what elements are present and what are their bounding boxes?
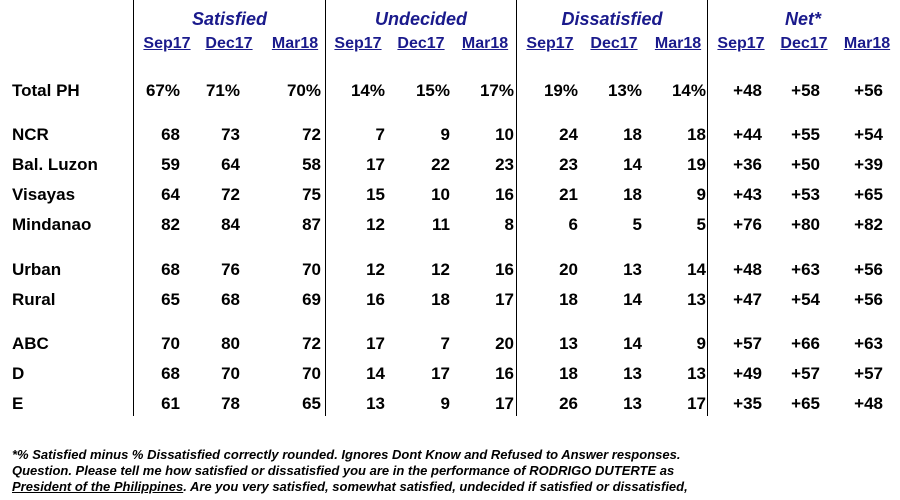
table-cell: +66: [791, 334, 820, 353]
table-cell: 23: [495, 155, 514, 174]
table-cell: 17: [366, 155, 385, 174]
footnote-line-1: *% Satisfied minus % Dissatisfied correctly rounded. Ignores Dont Know and Refused to Answer responses.: [12, 447, 681, 462]
table-cell: +49: [733, 364, 762, 383]
table-cell: 87: [302, 215, 321, 234]
table-cell: 14: [687, 260, 706, 279]
table-cell: 68: [161, 364, 180, 383]
table-cell: 58: [302, 155, 321, 174]
period-header: Mar18: [654, 35, 702, 52]
row-label: Total PH: [12, 81, 80, 100]
table-cell: +57: [854, 364, 883, 383]
table-cell: 70: [302, 364, 321, 383]
table-cell: 24: [559, 125, 578, 144]
period-header: Sep17: [143, 35, 191, 52]
table-cell: 76: [221, 260, 240, 279]
table-cell: 20: [495, 334, 514, 353]
row-label: D: [12, 364, 25, 383]
table-cell: 13: [623, 260, 642, 279]
table-cell: +57: [733, 334, 762, 353]
table-cell: 75: [302, 185, 321, 204]
table-cell: 19%: [543, 81, 578, 100]
table-cell: 13: [559, 334, 578, 353]
table-cell: 14: [623, 155, 642, 174]
table-cell: 64: [161, 185, 180, 204]
table-cell: 13: [366, 394, 385, 413]
table-cell: 68: [161, 260, 180, 279]
table-cell: +48: [854, 394, 883, 413]
footnote-line-2: Question. Please tell me how satisfied or dissatisfied you are in the performance of RODRIGO DUTERTE as: [12, 463, 675, 478]
header-dissatisfied: Dissatisfied: [561, 9, 663, 29]
table-cell: 8: [504, 215, 514, 234]
table-cell: +65: [854, 185, 883, 204]
table-cell: +58: [791, 81, 820, 100]
table-cell: 70: [161, 334, 180, 353]
table-cell: +53: [791, 185, 820, 204]
table-cell: +48: [733, 81, 762, 100]
row-label: Urban: [12, 260, 62, 279]
table-cell: 84: [221, 215, 240, 234]
table-cell: 18: [623, 185, 642, 204]
header-undecided: Undecided: [374, 9, 467, 29]
table-cell: 69: [302, 290, 321, 309]
row-label: E: [12, 394, 24, 413]
table-cell: 14%: [671, 81, 706, 100]
table-cell: 72: [302, 125, 321, 144]
table-cell: 16: [495, 364, 514, 383]
table-cell: +82: [854, 215, 883, 234]
table-cell: +39: [854, 155, 883, 174]
row-label: Bal. Luzon: [12, 155, 98, 174]
header-net: Net*: [784, 9, 821, 29]
divider-undecided: [516, 0, 517, 416]
table-cell: +54: [791, 290, 820, 309]
table-cell: 15: [366, 185, 385, 204]
table-cell: 64: [221, 155, 240, 174]
row-label: Rural: [12, 290, 56, 309]
table-cell: 12: [431, 260, 450, 279]
table-cell: 9: [440, 125, 450, 144]
table-cell: 17%: [479, 81, 514, 100]
table-cell: 22: [431, 155, 450, 174]
footnote-underlined-text: President of the Philippines: [12, 479, 184, 494]
table-cell: 73: [221, 125, 240, 144]
table-cell: +57: [791, 364, 820, 383]
table-cell: 14: [366, 364, 385, 383]
table-cell: +43: [733, 185, 762, 204]
table-cell: 18: [687, 125, 706, 144]
table-cell: 61: [161, 394, 180, 413]
table-cell: 12: [366, 215, 385, 234]
table-cell: 26: [559, 394, 578, 413]
row-label: NCR: [12, 125, 49, 144]
row-label: Visayas: [12, 185, 76, 204]
table-cell: 9: [696, 185, 706, 204]
period-header: Sep17: [526, 35, 574, 52]
period-header: Mar18: [461, 35, 509, 52]
footnote-line-3: [12, 479, 892, 494]
table-cell: 71%: [205, 81, 240, 100]
period-header: Dec17: [397, 35, 445, 52]
table-cell: 67%: [145, 81, 180, 100]
table-cell: 70: [221, 364, 240, 383]
table-cell: +80: [791, 215, 820, 234]
row-label: Mindanao: [12, 215, 92, 234]
table-cell: 9: [696, 334, 706, 353]
table-cell: 16: [495, 260, 514, 279]
table-cell: 18: [559, 364, 578, 383]
table-cell: 12: [366, 260, 385, 279]
period-header: Sep17: [717, 35, 765, 52]
footnote-line-3-rest: . Are you very satisfied, somewhat satisfied, undecided if satisfied or dissatisfied,: [183, 479, 688, 494]
table-cell: 17: [687, 394, 706, 413]
table-cell: +63: [854, 334, 883, 353]
table-cell: 17: [366, 334, 385, 353]
table-cell: 14: [623, 334, 642, 353]
table-cell: 21: [559, 185, 578, 204]
table-cell: +47: [733, 290, 762, 309]
row-label: ABC: [12, 334, 49, 353]
table-cell: 13%: [607, 81, 642, 100]
table-cell: 59: [161, 155, 180, 174]
table-cell: 65: [302, 394, 321, 413]
period-header: Dec17: [205, 35, 253, 52]
table-cell: 13: [623, 364, 642, 383]
table-cell: 7: [375, 125, 385, 144]
table-cell: 65: [161, 290, 180, 309]
table-cell: +48: [733, 260, 762, 279]
period-header: Mar18: [271, 35, 319, 52]
table-cell: +56: [854, 81, 883, 100]
table-cell: 18: [431, 290, 450, 309]
table-cell: +56: [854, 260, 883, 279]
table-cell: 10: [431, 185, 450, 204]
table-cell: 20: [559, 260, 578, 279]
table-cell: 70%: [286, 81, 321, 100]
table-cell: 70: [302, 260, 321, 279]
table-cell: 72: [302, 334, 321, 353]
table-cell: 13: [623, 394, 642, 413]
table-cell: 14%: [350, 81, 385, 100]
table-cell: 16: [366, 290, 385, 309]
table-cell: 13: [687, 364, 706, 383]
table-cell: +56: [854, 290, 883, 309]
table-cell: 19: [687, 155, 706, 174]
table-cell: 72: [221, 185, 240, 204]
table-cell: 18: [559, 290, 578, 309]
table-cell: +65: [791, 394, 820, 413]
table-cell: 78: [221, 394, 240, 413]
table-cell: 10: [495, 125, 514, 144]
table-cell: +35: [733, 394, 762, 413]
table-cell: 9: [440, 394, 450, 413]
table-cell: 16: [495, 185, 514, 204]
table-cell: 82: [161, 215, 180, 234]
table-cell: 6: [568, 215, 578, 234]
table-cell: +50: [791, 155, 820, 174]
table-cell: 17: [495, 290, 514, 309]
table-cell: +44: [733, 125, 762, 144]
table-cell: 5: [696, 215, 706, 234]
period-header: Dec17: [780, 35, 828, 52]
table-cell: 15%: [415, 81, 450, 100]
table-cell: 14: [623, 290, 642, 309]
table-cell: +76: [733, 215, 762, 234]
table-cell: 5: [632, 215, 642, 234]
table-cell: +63: [791, 260, 820, 279]
table-cell: 7: [440, 334, 450, 353]
table-cell: 11: [432, 215, 450, 234]
table-cell: 17: [431, 364, 450, 383]
table-cell: +54: [854, 125, 883, 144]
period-header: Mar18: [843, 35, 891, 52]
period-header: Dec17: [590, 35, 638, 52]
table-cell: 17: [495, 394, 514, 413]
header-satisfied: Satisfied: [191, 9, 268, 29]
period-header: Sep17: [334, 35, 382, 52]
table-cell: +55: [791, 125, 820, 144]
table-cell: 68: [221, 290, 240, 309]
table-cell: 80: [221, 334, 240, 353]
table-cell: 68: [161, 125, 180, 144]
table-cell: 13: [687, 290, 706, 309]
table-cell: +36: [733, 155, 762, 174]
table-cell: 23: [559, 155, 578, 174]
table-cell: 18: [623, 125, 642, 144]
